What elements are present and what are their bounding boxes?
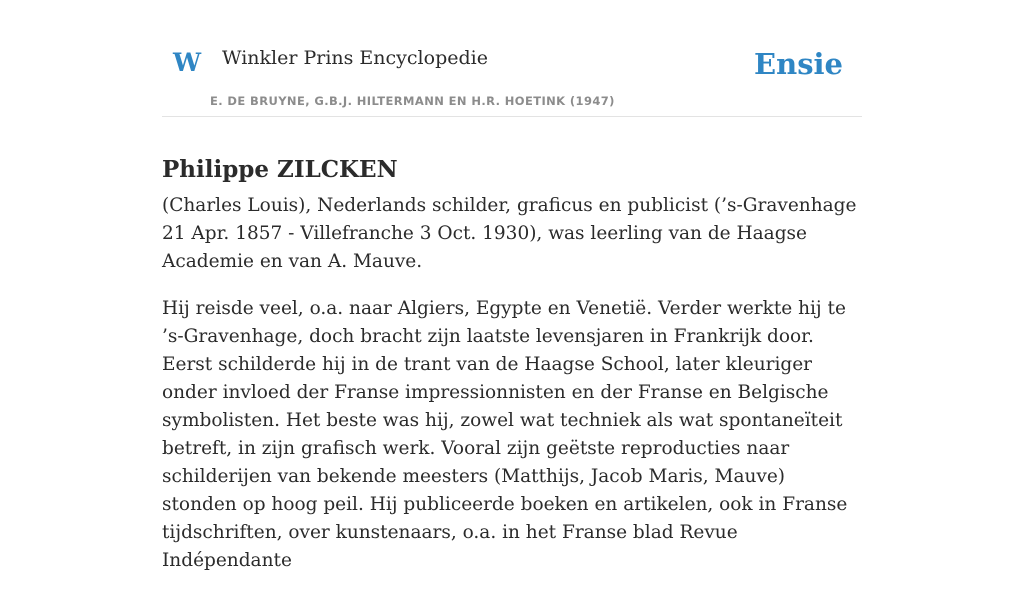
publication-title[interactable]: Winkler Prins Encyclopedie bbox=[222, 47, 488, 69]
site-header bbox=[162, 30, 862, 117]
encyclopedia-logo[interactable]: W bbox=[173, 48, 202, 77]
article-paragraph: Hij reisde veel, o.a. naar Algiers, Egypte en Venetië. Verder werkte hij te ’s-Gravenhage, doch bracht zijn laatste levensjaren in Frankrijk door. Eerst schilderde hij in de trant van de Haagse School, later kleuriger onder invloed der Franse impressionnisten en der Franse en Belgische symbolisten. Het beste was hij, zowel wat techniek als wat spontaneïteit betreft, in zijn grafisch werk. Vooral zijn geëtste reproducties naar schilderijen van bekende meesters (Matthijs, Jacob Maris, Mauve) stonden op hoog peil. Hij publiceerde boeken en artikelen, ook in Franse tijdschriften, over kunstenaars, o.a. in het Franse blad Revue Indépendante bbox=[162, 298, 848, 571]
article-body bbox=[162, 192, 862, 594]
brand-logo[interactable]: Ensie bbox=[754, 47, 843, 81]
publication-authors: E. DE BRUYNE, G.B.J. HILTERMANN EN H.R. HOETINK (1947) bbox=[210, 94, 615, 108]
article-title: Philippe ZILCKEN bbox=[162, 156, 398, 184]
article-paragraph: (Charles Louis), Nederlands schilder, graficus en publicist (’s-Gravenhage 21 Apr. 1857 - Villefranche 3 Oct. 1930), was leerling van de Haagse Academie en van A. Mauve. bbox=[162, 195, 857, 272]
